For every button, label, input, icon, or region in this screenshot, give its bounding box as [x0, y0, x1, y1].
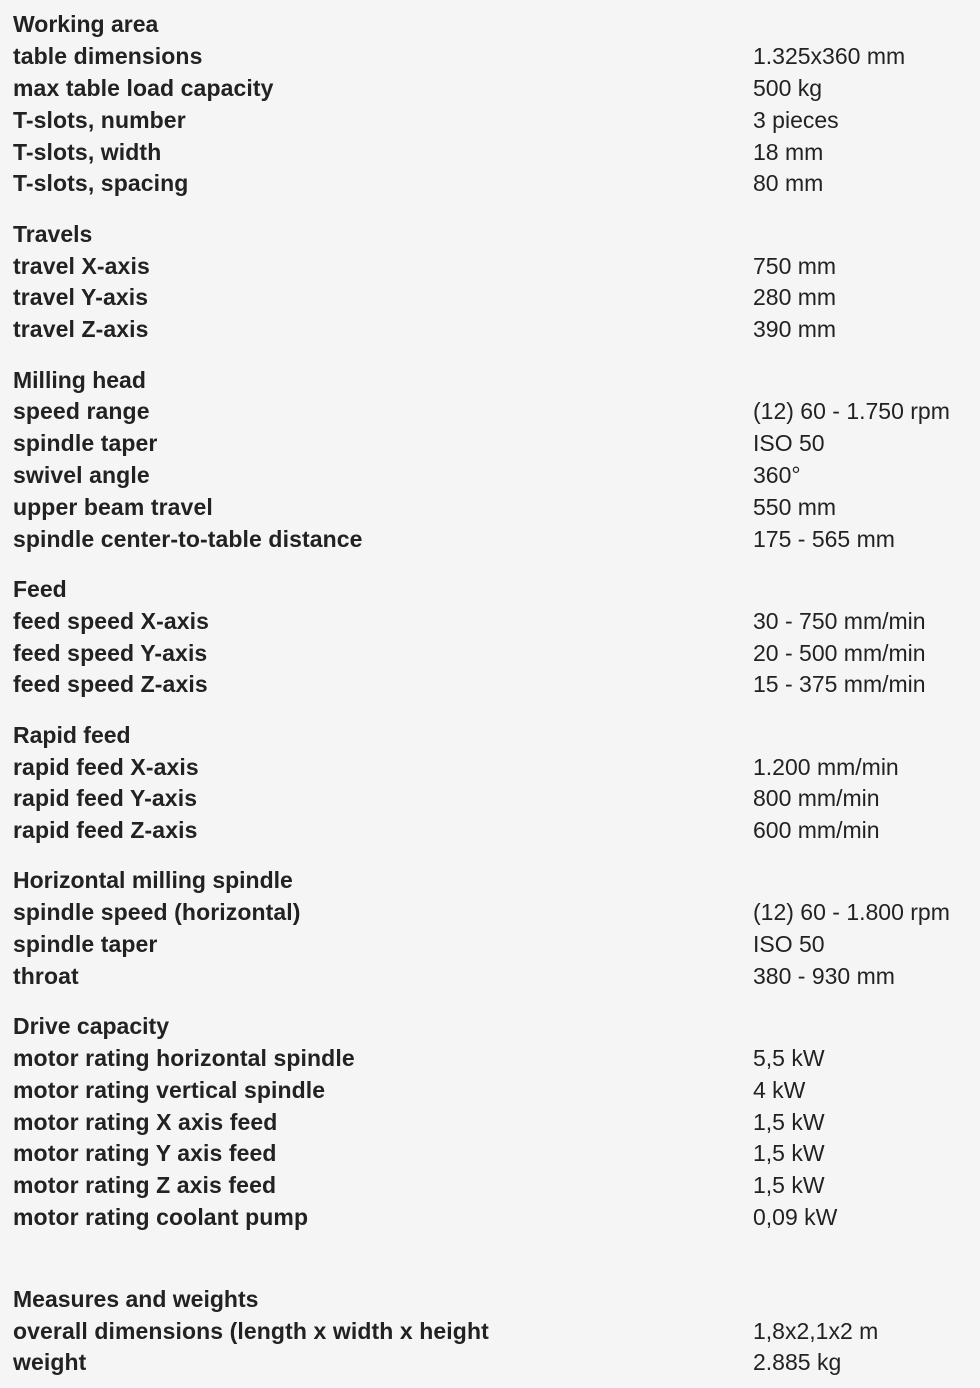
section-horizontal-milling-spindle [0, 865, 980, 992]
spec-label: motor rating X axis feed [13, 1108, 278, 1135]
spec-label: weight [13, 1349, 87, 1376]
section-heading: Horizontal milling spindle [13, 867, 293, 894]
spec-label: feed speed X-axis [13, 607, 210, 634]
spec-label: spindle speed (horizontal) [13, 899, 301, 926]
section-heading: Feed [13, 575, 67, 602]
spec-label: motor rating Y axis feed [13, 1140, 277, 1167]
spec-label: upper beam travel [13, 493, 213, 520]
spec-row [0, 1347, 980, 1379]
spec-label: travel Z-axis [13, 316, 149, 343]
spec-value: 550 mm [753, 493, 837, 520]
section-working-area [0, 9, 980, 200]
spec-row [0, 460, 980, 492]
spec-row [0, 1315, 980, 1347]
spec-value: ISO 50 [753, 931, 825, 958]
section-heading: Drive capacity [13, 1013, 169, 1040]
spec-label: travel X-axis [13, 252, 150, 279]
section-spacer [0, 992, 980, 1011]
spec-value: 1,5 kW [753, 1108, 825, 1135]
spec-label: spindle center-to-table distance [13, 525, 363, 552]
spec-row [0, 605, 980, 637]
spec-value: 1,5 kW [753, 1140, 825, 1167]
spec-value: 15 - 375 mm/min [753, 671, 926, 698]
spec-label: motor rating vertical spindle [13, 1076, 326, 1103]
spec-row [0, 136, 980, 168]
spec-value: 80 mm [753, 170, 824, 197]
spec-label: motor rating horizontal spindle [13, 1045, 355, 1072]
spec-value: 1,8x2,1x2 m [753, 1317, 879, 1344]
section-heading: Working area [13, 11, 159, 38]
spec-value: 750 mm [753, 252, 837, 279]
spec-value: 360° [753, 461, 801, 488]
section-travels [0, 218, 980, 345]
spec-row [0, 73, 980, 105]
section-drive-capacity [0, 1011, 980, 1234]
spec-row [0, 282, 980, 314]
spec-row [0, 396, 980, 428]
spec-label: rapid feed Y-axis [13, 785, 198, 812]
section-heading: Rapid feed [13, 721, 131, 748]
spec-row [0, 751, 980, 783]
spec-value: 4 kW [753, 1076, 806, 1103]
spec-row [0, 1138, 980, 1170]
spec-value: 500 kg [753, 74, 823, 101]
spec-row [0, 428, 980, 460]
spec-row [0, 960, 980, 992]
spec-label: throat [13, 962, 79, 989]
section-heading: Measures and weights [13, 1285, 259, 1312]
spec-label: motor rating Z axis feed [13, 1172, 277, 1199]
spec-value: ISO 50 [753, 430, 825, 457]
section-heading: Travels [13, 220, 93, 247]
spec-row [0, 637, 980, 669]
spec-value: 390 mm [753, 316, 837, 343]
spec-row [0, 491, 980, 523]
section-spacer [0, 346, 980, 365]
section-feed [0, 574, 980, 701]
section-measures-and-weights [0, 1283, 980, 1378]
spec-label: spindle taper [13, 931, 158, 958]
spec-value: 20 - 500 mm/min [753, 639, 926, 666]
spec-label: overall dimensions (length x width x height [13, 1317, 489, 1344]
spec-label: rapid feed X-axis [13, 753, 199, 780]
spec-row [0, 669, 980, 701]
section-spacer [0, 200, 980, 219]
spec-value: 3 pieces [753, 106, 839, 133]
spec-label: T-slots, number [13, 106, 186, 133]
spec-label: speed range [13, 398, 150, 425]
spec-label: T-slots, spacing [13, 170, 189, 197]
spec-row [0, 250, 980, 282]
spec-row [0, 783, 980, 815]
spec-value: (12) 60 - 1.750 rpm [753, 398, 950, 425]
spec-value: (12) 60 - 1.800 rpm [753, 899, 950, 926]
spec-row [0, 168, 980, 200]
spec-row [0, 815, 980, 847]
spec-label: table dimensions [13, 43, 203, 70]
spec-label: swivel angle [13, 461, 150, 488]
spec-label: spindle taper [13, 430, 158, 457]
spec-value: 1,5 kW [753, 1172, 825, 1199]
spec-value: 0,09 kW [753, 1204, 838, 1231]
section-milling-head [0, 364, 980, 555]
spec-value: 30 - 750 mm/min [753, 607, 926, 634]
spec-label: feed speed Z-axis [13, 671, 208, 698]
spec-row [0, 1043, 980, 1075]
spec-value: 1.200 mm/min [753, 753, 899, 780]
spec-row [0, 1074, 980, 1106]
spec-value: 18 mm [753, 138, 824, 165]
spec-row [0, 897, 980, 929]
spec-row [0, 523, 980, 555]
spec-row [0, 314, 980, 346]
spec-label: motor rating coolant pump [13, 1204, 309, 1231]
spec-value: 380 - 930 mm [753, 962, 895, 989]
spec-row [0, 929, 980, 961]
section-heading: Milling head [13, 366, 146, 393]
section-spacer [0, 847, 980, 866]
spec-label: max table load capacity [13, 74, 274, 101]
section-spacer [0, 1233, 980, 1283]
spec-value: 800 mm/min [753, 785, 880, 812]
spec-label: rapid feed Z-axis [13, 817, 198, 844]
spec-row [0, 1170, 980, 1202]
spec-row [0, 41, 980, 73]
spec-row [0, 104, 980, 136]
spec-value: 1.325x360 mm [753, 43, 906, 70]
spec-row [0, 1106, 980, 1138]
spec-label: T-slots, width [13, 138, 162, 165]
spec-value: 2.885 kg [753, 1349, 842, 1376]
section-rapid-feed [0, 719, 980, 846]
spec-label: travel Y-axis [13, 284, 149, 311]
spec-value: 175 - 565 mm [753, 525, 895, 552]
spec-value: 600 mm/min [753, 817, 880, 844]
section-spacer [0, 701, 980, 720]
spec-row [0, 1202, 980, 1234]
spec-label: feed speed Y-axis [13, 639, 208, 666]
spec-value: 280 mm [753, 284, 837, 311]
section-spacer [0, 555, 980, 574]
spec-value: 5,5 kW [753, 1045, 825, 1072]
